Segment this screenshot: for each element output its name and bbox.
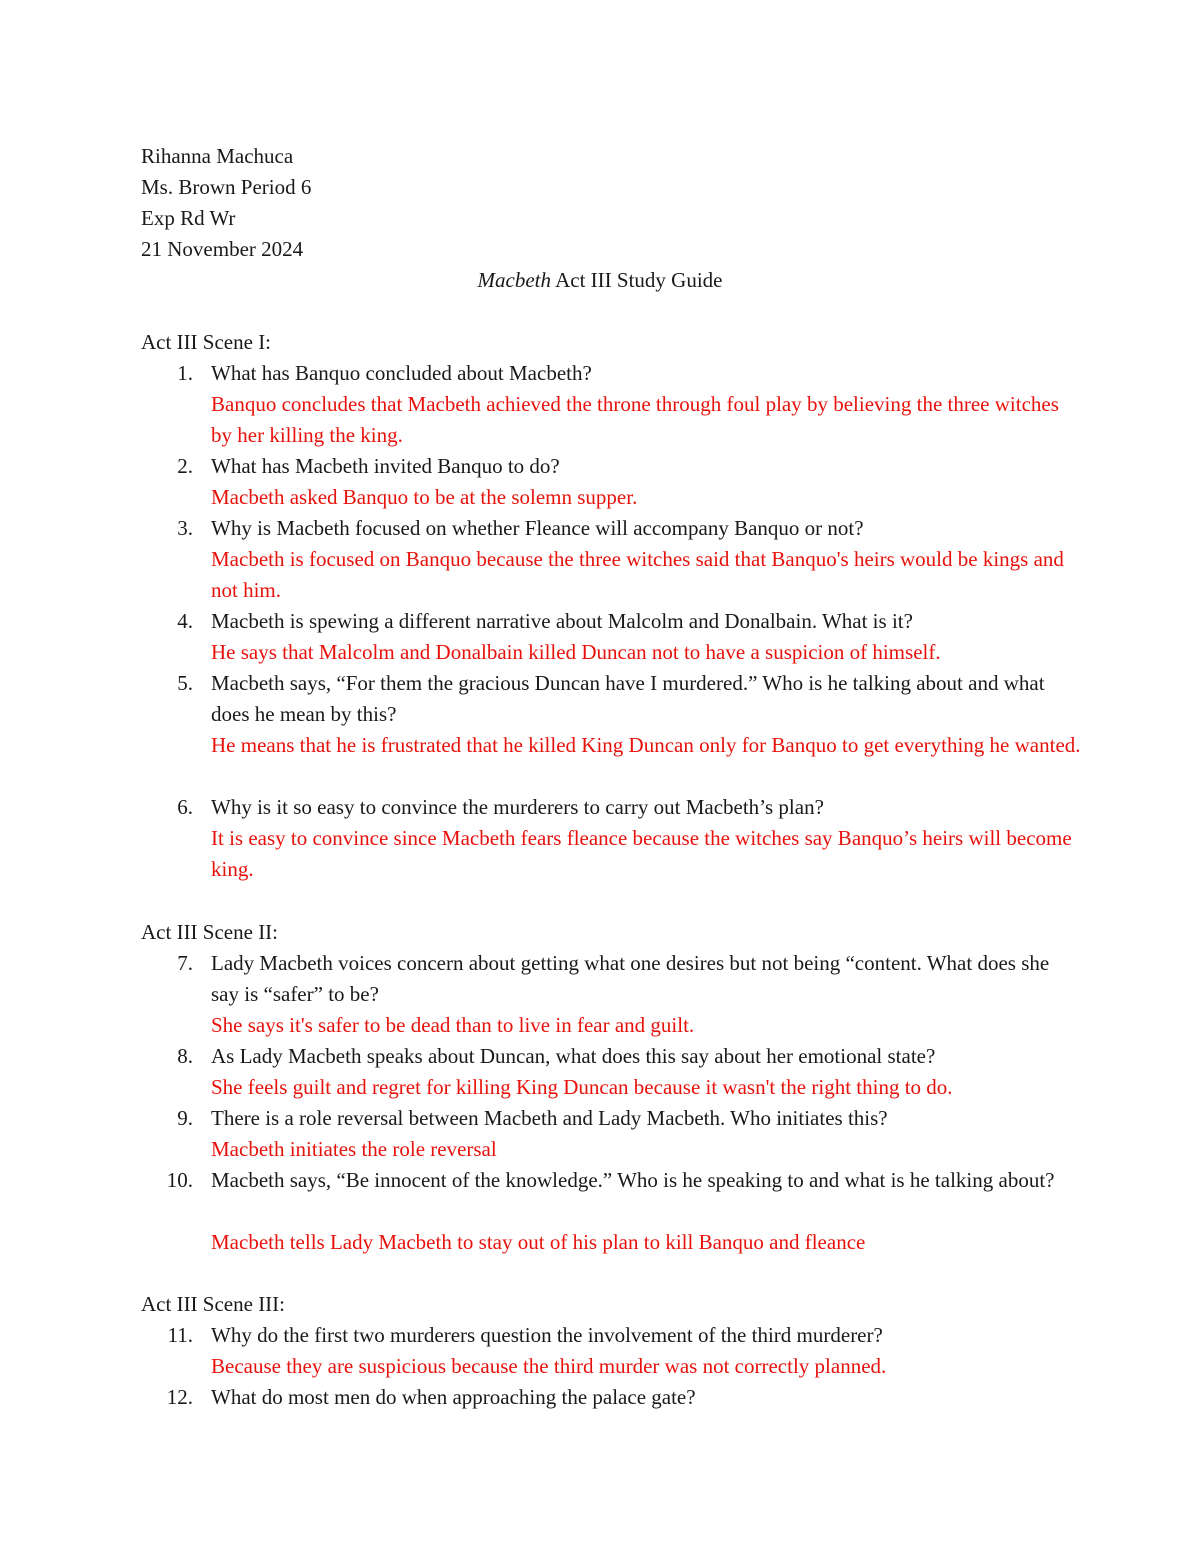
answer-text: Macbeth is focused on Banquo because the three witches said that Banquo's heirs would be kings and not him. xyxy=(211,547,1064,602)
answer-text: He says that Malcolm and Donalbain killed Duncan not to have a suspicion of himself. xyxy=(211,640,941,664)
section-heading: Act III Scene III: xyxy=(141,1292,286,1316)
question-text: Macbeth says, “For them the gracious Duncan have I murdered.” Who is he talking about and what does he mean by this? xyxy=(211,671,1045,726)
answer-text: Macbeth initiates the role reversal xyxy=(211,1137,497,1161)
question-number: 7. xyxy=(177,951,193,975)
answer-text: It is easy to convince since Macbeth fears fleance because the witches say Banquo’s heirs will become king. xyxy=(211,826,1072,881)
question-number: 12. xyxy=(166,1385,193,1409)
answer-text: Macbeth tells Lady Macbeth to stay out of his plan to kill Banquo and fleance xyxy=(211,1230,866,1254)
answer-text: He means that he is frustrated that he killed King Duncan only for Banquo to get everything he wanted. xyxy=(211,733,1081,757)
answer-text: Because they are suspicious because the third murder was not correctly planned. xyxy=(211,1354,887,1378)
document-title xyxy=(0,265,1200,296)
question-text: What do most men do when approaching the palace gate? xyxy=(211,1385,696,1409)
question-number: 6. xyxy=(177,795,193,819)
question-text: Why is it so easy to convince the murderers to carry out Macbeth’s plan? xyxy=(211,795,824,819)
question-text: As Lady Macbeth speaks about Duncan, what does this say about her emotional state? xyxy=(211,1044,936,1068)
document-date: 21 November 2024 xyxy=(141,237,304,261)
question-text: Lady Macbeth voices concern about getting what one desires but not being “content. What does she say is “safer” to be? xyxy=(211,951,1050,1006)
question-text: Why do the first two murderers question the involvement of the third murderer? xyxy=(211,1323,883,1347)
question-number: 2. xyxy=(177,454,193,478)
title-italic: Macbeth xyxy=(477,268,551,292)
question-number: 3. xyxy=(177,516,193,540)
question-text: What has Macbeth invited Banquo to do? xyxy=(211,454,560,478)
question-text: Why is Macbeth focused on whether Fleance will accompany Banquo or not? xyxy=(211,516,864,540)
section-heading: Act III Scene II: xyxy=(141,920,279,944)
section-heading: Act III Scene I: xyxy=(141,330,272,354)
answer-text: She says it's safer to be dead than to live in fear and guilt. xyxy=(211,1013,695,1037)
question-text: What has Banquo concluded about Macbeth? xyxy=(211,361,592,385)
question-text: There is a role reversal between Macbeth and Lady Macbeth. Who initiates this? xyxy=(211,1106,888,1130)
question-number: 10. xyxy=(166,1168,193,1192)
student-name: Rihanna Machuca xyxy=(141,144,294,168)
title-rest: Act III Study Guide xyxy=(551,268,723,292)
question-number: 8. xyxy=(177,1044,193,1068)
question-number: 4. xyxy=(177,609,193,633)
question-number: 5. xyxy=(177,671,193,695)
answer-text: Banquo concludes that Macbeth achieved the throne through foul play by believing the three witches by her killing the king. xyxy=(211,392,1059,447)
question-number: 9. xyxy=(177,1106,193,1130)
answer-text: Macbeth asked Banquo to be at the solemn supper. xyxy=(211,485,638,509)
teacher-period: Ms. Brown Period 6 xyxy=(141,175,312,199)
answer-text: She feels guilt and regret for killing King Duncan because it wasn't the right thing to do. xyxy=(211,1075,953,1099)
course-name: Exp Rd Wr xyxy=(141,206,236,230)
question-number: 1. xyxy=(177,361,193,385)
question-text: Macbeth is spewing a different narrative about Malcolm and Donalbain. What is it? xyxy=(211,609,913,633)
question-text: Macbeth says, “Be innocent of the knowledge.” Who is he speaking to and what is he talking about? xyxy=(211,1168,1055,1192)
question-number: 11. xyxy=(167,1323,193,1347)
